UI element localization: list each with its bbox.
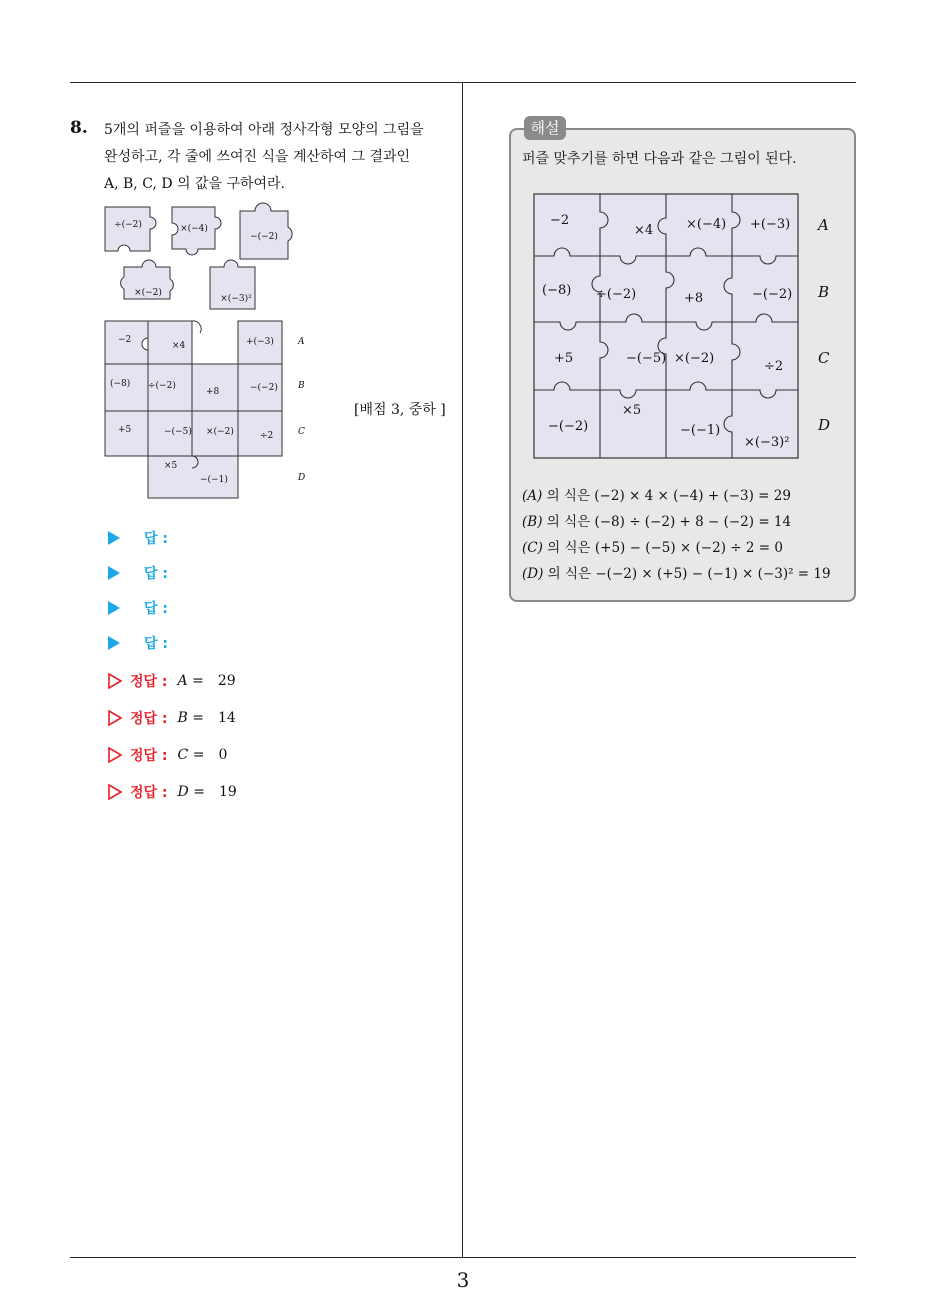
- grid-cell: −(−1): [200, 475, 228, 485]
- grid-cell: (−8): [110, 379, 131, 389]
- solution-row: 정답 : C = 0: [108, 744, 227, 766]
- piece-label: ×(−3)²: [220, 294, 252, 304]
- bottom-rule: [70, 1257, 856, 1258]
- grid-cell: ÷(−2): [596, 287, 637, 302]
- grid-cell: ×4: [172, 341, 186, 351]
- row-label: B: [298, 381, 305, 391]
- answer-blank[interactable]: 답 :: [108, 597, 168, 619]
- question-line: 완성하고, 각 줄에 쓰여진 식을 계산하여 그 결과인: [104, 149, 411, 165]
- grid-cell: ÷2: [260, 431, 274, 441]
- answer-blank[interactable]: 답 :: [108, 527, 168, 549]
- question-line: A, B, C, D 의 값을 구하여라.: [104, 176, 286, 192]
- explanation-equation: (C) 의 식은 (+5) − (−5) × (−2) ÷ 2 = 0: [522, 540, 783, 556]
- solved-puzzle-grid: [530, 190, 840, 462]
- grid-cell: −(−1): [680, 423, 721, 438]
- outline-triangle-icon: [108, 784, 122, 800]
- grid-cell: ÷2: [764, 359, 784, 374]
- row-label: D: [818, 416, 831, 434]
- answer-blank[interactable]: 답 :: [108, 632, 168, 654]
- grid-cell: (−8): [542, 283, 572, 298]
- column-divider: [462, 82, 463, 1258]
- loose-puzzle-pieces: [100, 193, 310, 315]
- explanation-equation: (B) 의 식은 (−8) ÷ (−2) + 8 − (−2) = 14: [522, 514, 792, 530]
- row-label: C: [298, 427, 305, 437]
- question-number: 8.: [70, 118, 88, 138]
- grid-cell: −(−5): [626, 351, 667, 366]
- piece-label: −(−2): [250, 232, 278, 242]
- piece-label: ×(−4): [180, 224, 208, 234]
- solution-row: 정답 : B = 14: [108, 707, 236, 729]
- play-icon: [108, 636, 120, 650]
- grid-cell: +(−3): [246, 337, 274, 347]
- grid-cell: ×4: [634, 223, 654, 238]
- grid-cell: −(−2): [752, 287, 793, 302]
- grid-cell: +5: [118, 425, 132, 435]
- row-label: A: [298, 337, 305, 347]
- piece-label: ÷(−2): [114, 220, 142, 230]
- grid-cell: ×5: [164, 461, 178, 471]
- grid-cell: +8: [684, 291, 704, 306]
- row-label: C: [818, 349, 830, 367]
- outline-triangle-icon: [108, 747, 122, 763]
- top-rule: [70, 82, 856, 83]
- outline-triangle-icon: [108, 710, 122, 726]
- play-icon: [108, 531, 120, 545]
- grid-cell: −(−2): [250, 383, 278, 393]
- grid-cell: −(−2): [548, 419, 589, 434]
- play-icon: [108, 566, 120, 580]
- score-label: [배점 3, 중하 ]: [354, 402, 446, 418]
- question-line: 5개의 퍼즐을 이용하여 아래 정사각형 모양의 그림을: [104, 122, 424, 138]
- explanation-tag: 해설: [524, 116, 566, 140]
- grid-cell: ×5: [622, 403, 642, 418]
- grid-cell: +(−3): [750, 217, 791, 232]
- row-label: B: [818, 283, 830, 301]
- row-label: A: [818, 216, 829, 234]
- solution-row: 정답 : D = 19: [108, 781, 237, 803]
- outline-triangle-icon: [108, 673, 122, 689]
- grid-cell: −2: [118, 335, 132, 345]
- grid-cell: ×(−4): [686, 217, 727, 232]
- grid-cell: −(−5): [164, 427, 192, 437]
- grid-cell: ×(−2): [674, 351, 715, 366]
- grid-cell: +5: [554, 351, 574, 366]
- solution-row: 정답 : A = 29: [108, 670, 236, 692]
- question-text: [104, 117, 454, 198]
- row-label: D: [298, 473, 306, 483]
- grid-cell: ÷(−2): [148, 381, 176, 391]
- explanation-intro: 퍼즐 맞추기를 하면 다음과 같은 그림이 된다.: [522, 151, 797, 167]
- partial-puzzle-grid: [100, 316, 320, 502]
- grid-cell: ×(−2): [206, 427, 234, 437]
- explanation-equation: (A) 의 식은 (−2) × 4 × (−4) + (−3) = 29: [522, 488, 791, 504]
- grid-cell: ×(−3)²: [744, 435, 790, 450]
- explanation-equation: (D) 의 식은 −(−2) × (+5) − (−1) × (−3)² = 19: [522, 566, 831, 582]
- grid-cell: −2: [550, 213, 570, 228]
- grid-cell: +8: [206, 387, 220, 397]
- answer-blank[interactable]: 답 :: [108, 562, 168, 584]
- play-icon: [108, 601, 120, 615]
- page-number: 3: [456, 1268, 470, 1292]
- piece-label: ×(−2): [134, 288, 162, 298]
